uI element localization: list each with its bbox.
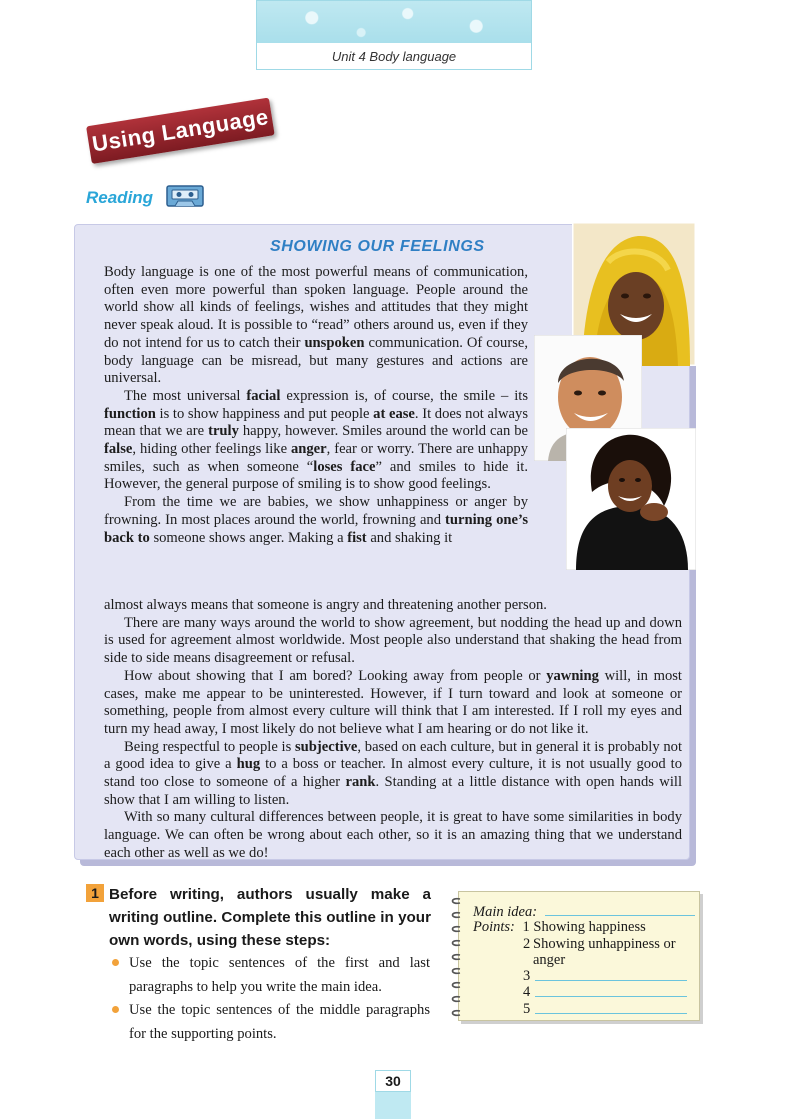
paragraph: The most universal facial expression is, of course, the smile – its function is to show happiness and put people at ease. It does not always mean that we are truly happy, however. Smiles around the world can be false, hiding other feelings like anger, fear or worry. There are unhappy smiles, such as when someone “loses face” and smiles to hide it. However, the general purpose of smiling is to show good feelings. [104,387,529,493]
subsection-label: Reading [86,188,154,207]
point-number: 4 [523,984,531,1001]
task-number-badge: 1 [86,884,104,902]
points-row-1 [473,919,693,935]
page-number-tab [375,1070,411,1119]
point-text: Showing unhappiness or [533,935,676,952]
points-label: Points: [473,919,515,936]
main-idea-blank[interactable] [545,903,695,916]
points-row-2 [473,936,693,952]
unit-header [256,0,532,70]
list-item [112,952,430,999]
point-number: 3 [523,968,531,985]
point-blank[interactable] [535,968,687,981]
unit-title: Unit 4 Body language [331,49,457,64]
point-blank[interactable] [535,1001,687,1014]
points-row-2b [473,952,693,968]
article-text-top [104,264,528,547]
paragraph: There are many ways around the world to show agreement, but nodding the head up and down is used for agreement almost worldwide. Most people also understand that shaking the head from side to side means disagreement or refusal. [104,614,682,667]
header-texture [257,1,531,43]
paragraph: almost always means that someone is angry and threatening another person. [104,597,547,613]
article-text-bottom [104,597,682,863]
cassette-tape-icon [166,184,204,208]
page-number: 30 [375,1070,411,1092]
paragraph: Body language is one of the most powerful means of communication, often even more powerful than spoken language. People around the world show all kinds of feelings, wishes and attitudes that they might never speak aloud. It is possible to “read” others around us, even if they do not intend for us to catch their unspoken communication. Of course, body language can be misread, but many gestures and actions are universal. [104,264,528,387]
task-instruction: Before writing, authors usually make a writing outline. Complete this outline in your own words, using these steps: [109,886,431,949]
paragraph: With so many cultural differences between people, it is great to have some similarities in body language. We can often be wrong about each other, so it is an amazing thing that we understand each other as well as we do! [104,809,682,861]
point-number: 1 [522,919,530,936]
main-idea-row [473,903,693,919]
paragraph: How about showing that I am bored? Looking away from people or yawning will, in most cases, make me appear to be uninterested. However, if I turn toward and look at someone or something, people from almost every culture will think that I am interested. If I roll my eyes and turn my head away, I most likely do not believe what I am hearing or do not like it. [104,667,682,737]
article-title: SHOWING OUR FEELINGS [270,238,485,255]
photo-woman-hands [566,428,696,570]
section-banner: Using Language [86,98,275,164]
point-text: anger [533,951,566,968]
task-steps-list [112,952,430,1046]
point-blank[interactable] [535,984,687,997]
spiral-ring-icon [448,893,464,1019]
bullet-icon [112,959,119,966]
paragraph: From the time we are babies, we show unhappiness or anger by frowning. In most places around the world, frowning and turning one’s back to someone shows anger. Making a fist and shaking it [104,494,529,546]
step-text: Use the topic sentences of the middle paragraphs for the supporting points. [129,1002,430,1042]
paragraph: Being respectful to people is subjective, based on each culture, but in general it is probably not a good idea to give a hug to a boss or teacher. In almost every culture, it is not usually good to stand too close to someone of a higher rank. Standing at a little distance with open hands will show that I am willing to listen. [104,738,682,808]
main-idea-label: Main idea: [473,904,538,920]
outline-content [473,903,693,1017]
point-number: 5 [523,1000,531,1017]
point-number: 2 [523,935,531,952]
points-row-5 [473,1001,693,1017]
points-row-4 [473,984,693,1000]
point-text: Showing happiness [533,919,646,936]
list-item [112,999,430,1046]
step-text: Use the topic sentences of the first and last paragraphs to help you write the main idea. [129,955,430,995]
points-row-3 [473,968,693,984]
bullet-icon [112,1006,119,1013]
